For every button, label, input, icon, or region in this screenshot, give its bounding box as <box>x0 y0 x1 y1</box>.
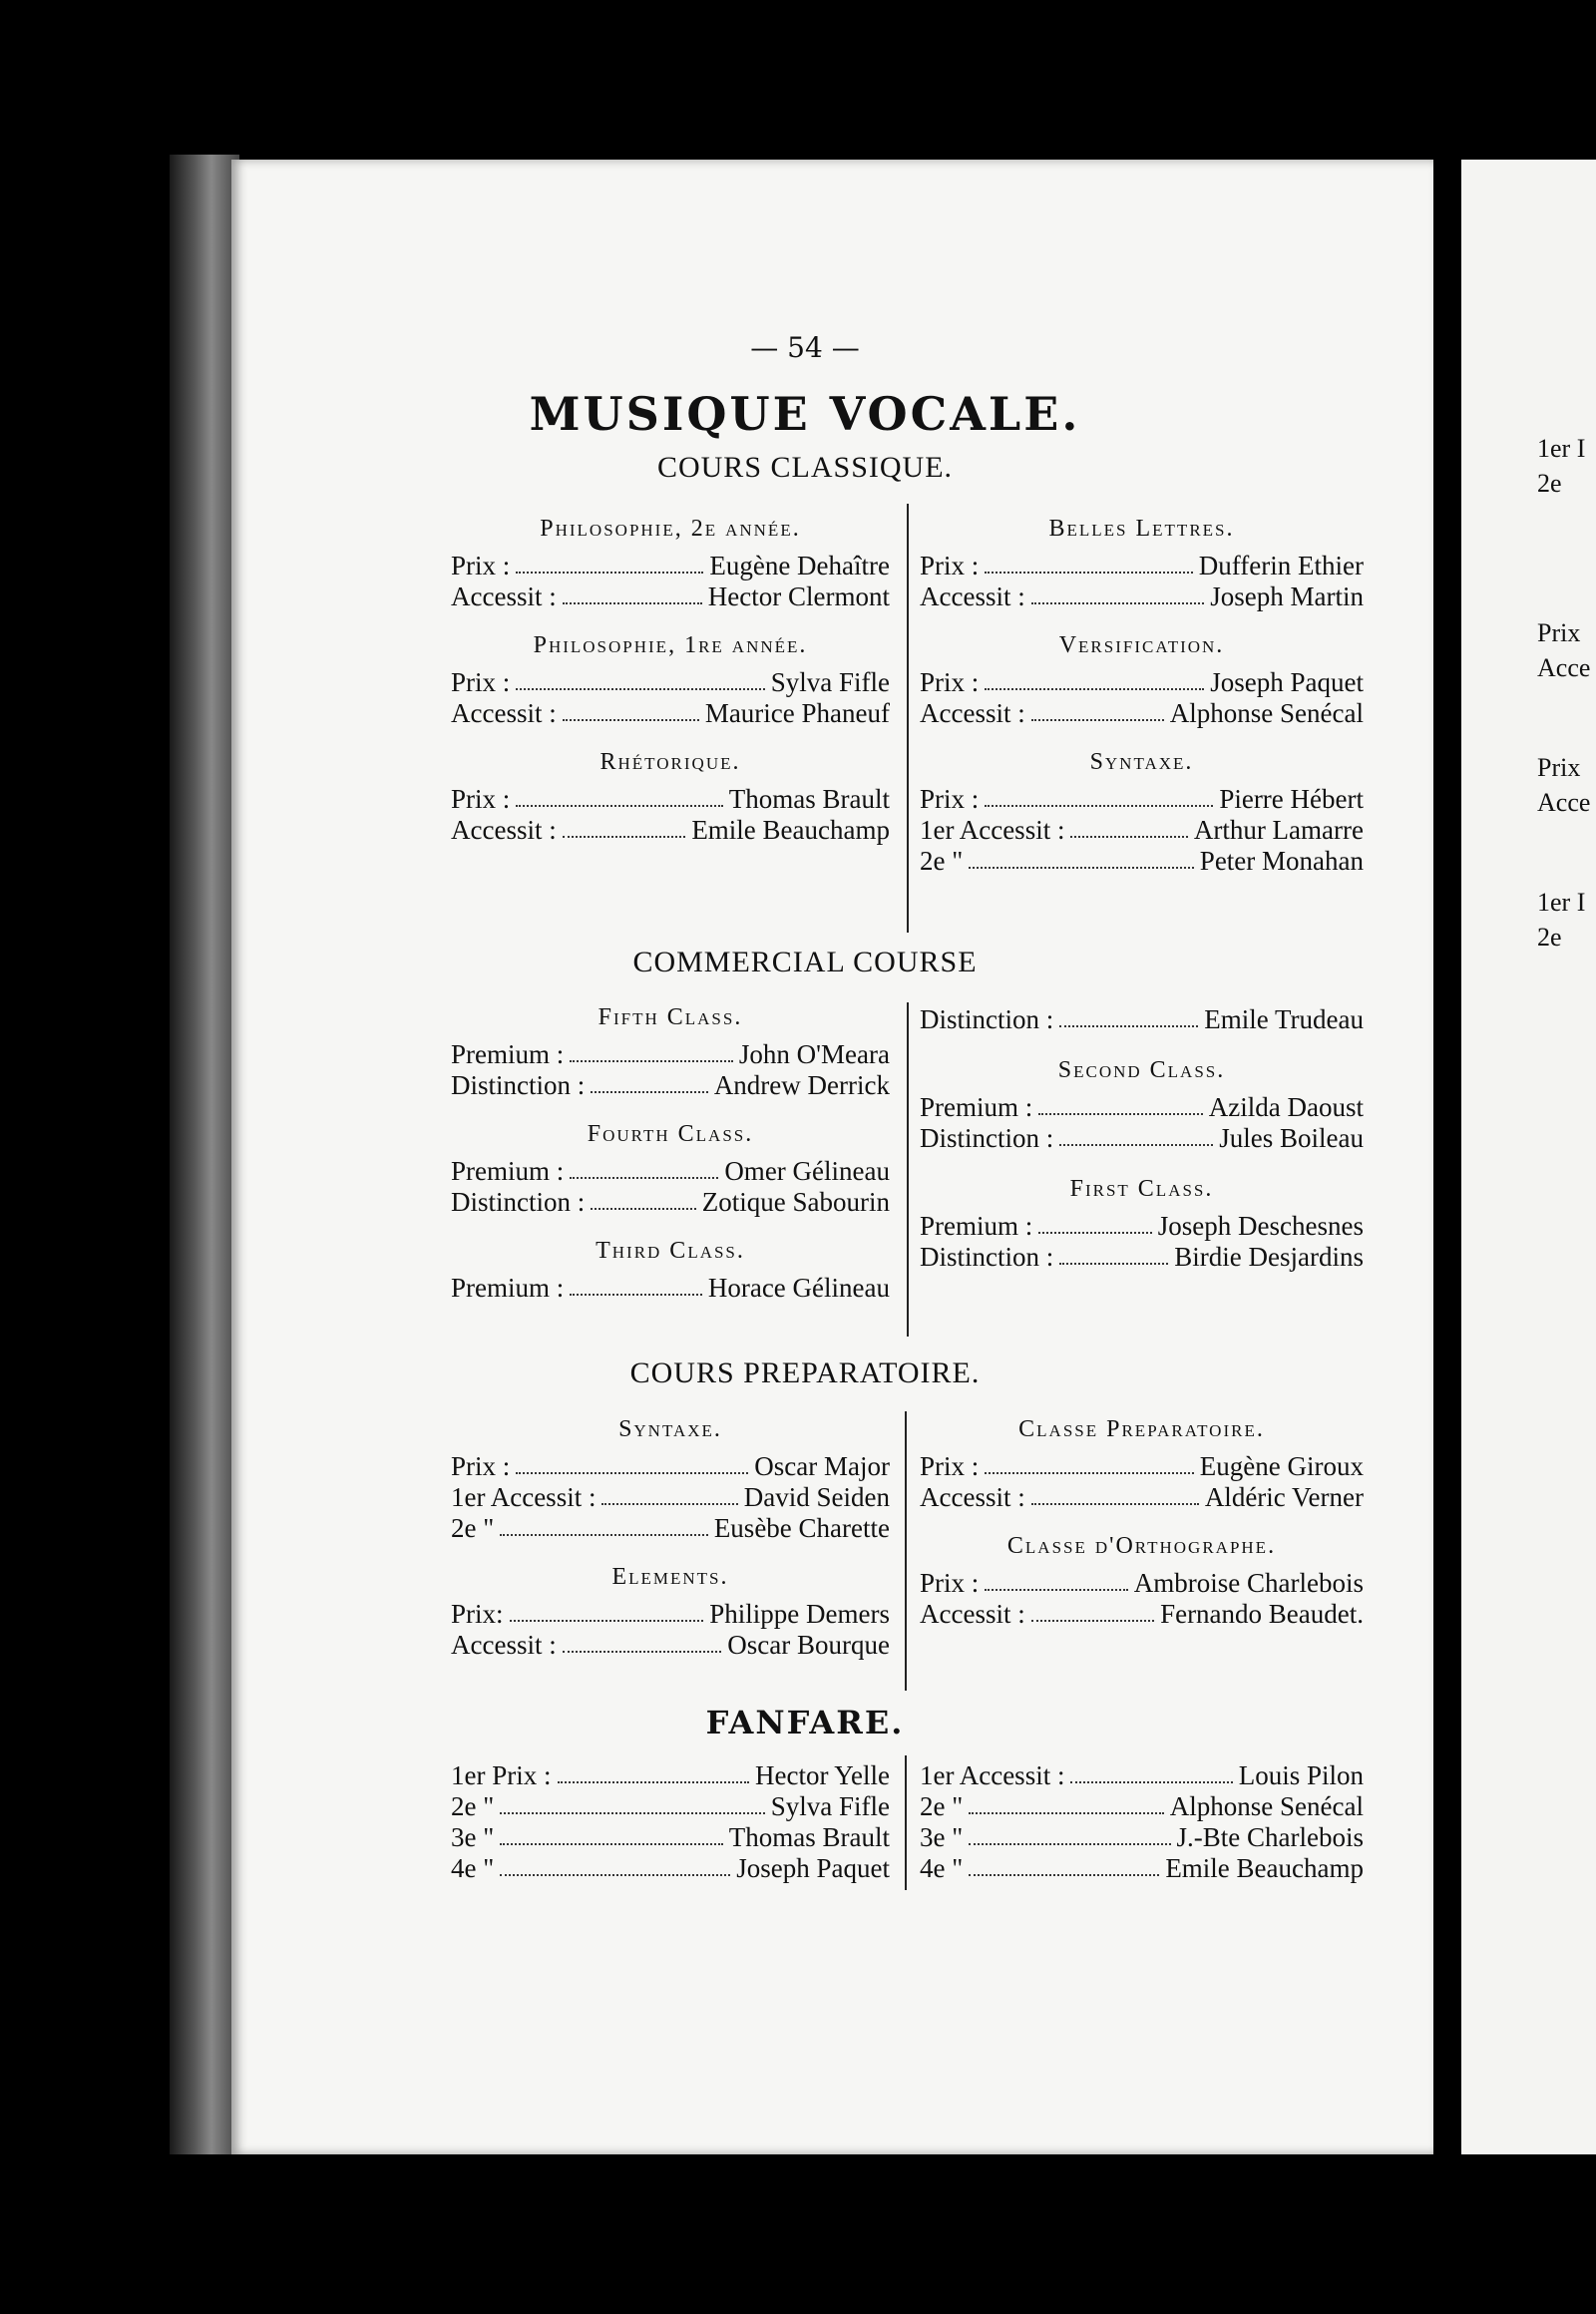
award-entry <box>920 1568 1364 1599</box>
recipient-name: Sylva Fifle <box>770 667 890 697</box>
recipient-name: Emile Beauchamp <box>1165 1853 1364 1883</box>
award-entry <box>451 1630 890 1661</box>
recipient-name: Alphonse Senécal <box>1169 1791 1364 1821</box>
award-entry <box>920 784 1364 815</box>
page-title: MUSIQUE VOCALE. <box>529 387 1081 441</box>
dot-leader <box>969 1822 1170 1845</box>
award-entry <box>920 1451 1364 1482</box>
award-label: Prix : <box>920 784 980 814</box>
award-entry <box>451 1156 890 1187</box>
recipient-name: Zotique Sabourin <box>701 1187 890 1217</box>
award-entry <box>451 1599 890 1630</box>
dot-leader <box>1031 1599 1154 1622</box>
dot-leader <box>563 698 699 721</box>
dot-leader <box>563 1630 722 1653</box>
recipient-name: Thomas Brault <box>728 784 890 814</box>
dot-leader <box>563 815 686 838</box>
subsection-heading: Classe d'Orthographe. <box>1006 1533 1277 1559</box>
recipient-name: Ambroise Charlebois <box>1133 1568 1364 1598</box>
recipient-name: Azilda Daoust <box>1208 1092 1364 1122</box>
recipient-name: Philippe Demers <box>709 1599 890 1629</box>
award-entry <box>451 1039 890 1070</box>
recipient-name: Alphonse Senécal <box>1169 698 1364 728</box>
dot-leader <box>985 784 1213 807</box>
award-label: Accessit : <box>451 698 557 728</box>
award-entry <box>451 1482 890 1513</box>
award-label: Prix : <box>451 784 511 814</box>
dot-leader <box>510 1599 704 1622</box>
award-label: Prix : <box>920 667 980 697</box>
recipient-name: Eusèbe Charette <box>713 1513 890 1543</box>
dot-leader <box>1059 1123 1213 1146</box>
dot-leader <box>969 1791 1164 1814</box>
award-label: Accessit : <box>920 1482 1025 1512</box>
column-divider <box>907 1002 909 1337</box>
recipient-name: Thomas Brault <box>728 1822 890 1852</box>
subsection-heading: Third Class. <box>596 1238 745 1264</box>
dot-leader <box>601 1482 737 1505</box>
dot-leader <box>591 1070 708 1093</box>
award-label: 2e " <box>920 846 964 876</box>
award-entry <box>451 698 890 729</box>
section-heading-fanfare: FANFARE. <box>705 1704 905 1741</box>
dot-leader <box>591 1187 696 1210</box>
award-label: 1er Accessit : <box>920 815 1065 845</box>
award-label: Distinction : <box>920 1123 1054 1153</box>
subsection-heading: Second Class. <box>1057 1057 1226 1083</box>
dot-leader <box>516 667 764 690</box>
dot-leader <box>1031 698 1164 721</box>
recipient-name: Arthur Lamarre <box>1193 815 1364 845</box>
dot-leader <box>1031 581 1205 604</box>
document-page <box>231 160 1433 2154</box>
award-label: Premium : <box>451 1273 565 1303</box>
award-label: 1er Prix : <box>451 1760 552 1790</box>
award-entry <box>920 1123 1364 1154</box>
recipient-name: Peter Monahan <box>1199 846 1364 876</box>
dot-leader <box>1031 1482 1199 1505</box>
dot-leader <box>1070 815 1187 838</box>
award-entry <box>451 1070 890 1101</box>
award-label: 2e " <box>451 1791 495 1821</box>
award-entry <box>451 1187 890 1218</box>
subsection-heading: Syntaxe. <box>1089 749 1194 775</box>
award-label: 2e " <box>920 1791 964 1821</box>
subsection-heading: Philosophie, 2e année. <box>540 516 801 542</box>
award-entry <box>451 1853 890 1884</box>
dot-leader <box>969 1853 1159 1876</box>
adjacent-page-fragment: Prix <box>1537 618 1581 647</box>
award-label: Prix : <box>451 667 511 697</box>
award-entry <box>920 1211 1364 1242</box>
adjacent-page-fragment: Prix <box>1537 753 1581 782</box>
column-divider <box>905 1411 907 1691</box>
recipient-name: Jules Boileau <box>1219 1123 1364 1153</box>
recipient-name: Maurice Phaneuf <box>704 698 890 728</box>
recipient-name: Louis Pilon <box>1238 1760 1364 1790</box>
award-entry <box>920 581 1364 612</box>
dot-leader <box>985 1451 1194 1474</box>
award-label: Prix : <box>920 1451 980 1481</box>
column-divider <box>907 504 909 933</box>
award-entry <box>920 846 1364 877</box>
dot-leader <box>500 1513 708 1536</box>
subsection-heading: Classe Preparatoire. <box>1018 1416 1265 1442</box>
award-entry <box>920 1853 1364 1884</box>
award-entry <box>451 581 890 612</box>
recipient-name: Eugène Dehaître <box>709 551 890 580</box>
recipient-name: Sylva Fifle <box>770 1791 890 1821</box>
award-label: Premium : <box>451 1156 565 1186</box>
recipient-name: Emile Trudeau <box>1204 1004 1364 1034</box>
award-entry <box>920 815 1364 846</box>
award-label: 3e " <box>920 1822 964 1852</box>
award-label: Distinction : <box>920 1242 1054 1272</box>
recipient-name: Oscar Bourque <box>727 1630 890 1660</box>
column-divider <box>905 1755 907 1890</box>
award-label: 4e " <box>920 1853 964 1883</box>
recipient-name: Joseph Deschesnes <box>1157 1211 1364 1241</box>
page-number: — 54 — <box>750 331 860 364</box>
award-entry <box>451 1791 890 1822</box>
dot-leader <box>1038 1211 1152 1234</box>
recipient-name: David Seiden <box>743 1482 890 1512</box>
recipient-name: Oscar Major <box>754 1451 890 1481</box>
award-label: 1er Accessit : <box>920 1760 1065 1790</box>
adjacent-page-fragment: 2e <box>1537 469 1562 498</box>
dot-leader <box>500 1853 730 1876</box>
section-heading-cours-preparatoire: COURS PREPARATOIRE. <box>629 1356 981 1389</box>
adjacent-page-fragment: Acce <box>1537 788 1591 817</box>
subsection-heading: Elements. <box>611 1564 729 1590</box>
dot-leader <box>1038 1092 1203 1115</box>
award-label: Premium : <box>451 1039 565 1069</box>
subsection-heading: First Class. <box>1069 1176 1214 1202</box>
recipient-name: John O'Meara <box>738 1039 890 1069</box>
award-entry <box>451 667 890 698</box>
award-entry <box>920 1242 1364 1273</box>
award-entry <box>451 1822 890 1853</box>
subsection-heading: Philosophie, 1re année. <box>533 632 808 658</box>
subsection-heading: Fifth Class. <box>598 1004 743 1030</box>
award-entry <box>920 667 1364 698</box>
dot-leader <box>985 551 1193 574</box>
recipient-name: Joseph Paquet <box>736 1853 890 1883</box>
award-entry <box>920 1004 1364 1035</box>
adjacent-page-fragment: 1er I <box>1537 888 1586 917</box>
recipient-name: Omer Gélineau <box>724 1156 890 1186</box>
dot-leader <box>516 784 723 807</box>
dot-leader <box>558 1760 750 1783</box>
dot-leader <box>516 551 703 574</box>
recipient-name: Andrew Derrick <box>713 1070 890 1100</box>
award-entry <box>920 1482 1364 1513</box>
adjacent-page-fragment: 2e <box>1537 923 1562 952</box>
award-label: Accessit : <box>451 815 557 845</box>
dot-leader <box>1059 1004 1198 1027</box>
subsection-heading: Fourth Class. <box>587 1121 754 1147</box>
award-entry <box>451 551 890 581</box>
adjacent-page-edge <box>1461 160 1596 2154</box>
dot-leader <box>500 1822 723 1845</box>
dot-leader <box>570 1156 718 1179</box>
award-label: Accessit : <box>451 581 557 611</box>
subsection-heading: Syntaxe. <box>618 1416 722 1442</box>
award-label: Accessit : <box>920 581 1025 611</box>
adjacent-page-fragment: 1er I <box>1537 434 1586 463</box>
award-label: Distinction : <box>451 1187 586 1217</box>
recipient-name: Aldéric Verner <box>1204 1482 1364 1512</box>
dot-leader <box>500 1791 764 1814</box>
award-label: Premium : <box>920 1211 1033 1241</box>
subsection-heading: Versification. <box>1058 632 1225 658</box>
award-label: Prix : <box>451 1451 511 1481</box>
recipient-name: Birdie Desjardins <box>1174 1242 1364 1272</box>
award-label: 4e " <box>451 1853 495 1883</box>
award-entry <box>920 1791 1364 1822</box>
award-label: Prix : <box>451 551 511 580</box>
subsection-heading: Belles Lettres. <box>1048 516 1235 542</box>
award-entry <box>451 784 890 815</box>
dot-leader <box>570 1039 733 1062</box>
award-label: Prix : <box>920 1568 980 1598</box>
recipient-name: Pierre Hébert <box>1219 784 1364 814</box>
recipient-name: J.-Bte Charlebois <box>1176 1822 1364 1852</box>
dot-leader <box>1070 1760 1232 1783</box>
award-entry <box>920 1760 1364 1791</box>
award-entry <box>920 1599 1364 1630</box>
award-label: 2e " <box>451 1513 495 1543</box>
award-entry <box>451 1273 890 1304</box>
recipient-name: Hector Yelle <box>755 1760 890 1790</box>
award-label: Prix: <box>451 1599 504 1629</box>
recipient-name: Joseph Paquet <box>1210 667 1364 697</box>
recipient-name: Horace Gélineau <box>707 1273 890 1303</box>
dot-leader <box>969 846 1194 869</box>
award-label: Premium : <box>920 1092 1033 1122</box>
award-entry <box>451 1513 890 1544</box>
recipient-name: Fernando Beaudet. <box>1160 1599 1364 1629</box>
recipient-name: Joseph Martin <box>1210 581 1364 611</box>
dot-leader <box>516 1451 748 1474</box>
dot-leader <box>570 1273 702 1296</box>
award-entry <box>451 1760 890 1791</box>
adjacent-page-fragment: Acce <box>1537 653 1591 682</box>
award-entry <box>920 1822 1364 1853</box>
award-label: 3e " <box>451 1822 495 1852</box>
award-label: Distinction : <box>920 1004 1054 1034</box>
dot-leader <box>985 667 1204 690</box>
dot-leader <box>985 1568 1128 1591</box>
award-label: Distinction : <box>451 1070 586 1100</box>
award-entry <box>920 551 1364 581</box>
section-heading-cours-classique: COURS CLASSIQUE. <box>656 451 954 484</box>
award-entry <box>451 815 890 846</box>
award-label: Accessit : <box>451 1630 557 1660</box>
recipient-name: Emile Beauchamp <box>691 815 890 845</box>
award-label: Accessit : <box>920 1599 1025 1629</box>
award-entry <box>451 1451 890 1482</box>
subsection-heading: Rhétorique. <box>599 749 741 775</box>
recipient-name: Eugène Giroux <box>1199 1451 1364 1481</box>
recipient-name: Dufferin Ethier <box>1198 551 1364 580</box>
award-label: Prix : <box>920 551 980 580</box>
dot-leader <box>1059 1242 1168 1265</box>
award-entry <box>920 698 1364 729</box>
recipient-name: Hector Clermont <box>707 581 890 611</box>
award-label: Accessit : <box>920 698 1025 728</box>
award-label: 1er Accessit : <box>451 1482 597 1512</box>
dot-leader <box>563 581 702 604</box>
section-heading-commercial-course: COMMERCIAL COURSE <box>632 946 978 978</box>
award-entry <box>920 1092 1364 1123</box>
book-spine <box>170 155 239 2154</box>
